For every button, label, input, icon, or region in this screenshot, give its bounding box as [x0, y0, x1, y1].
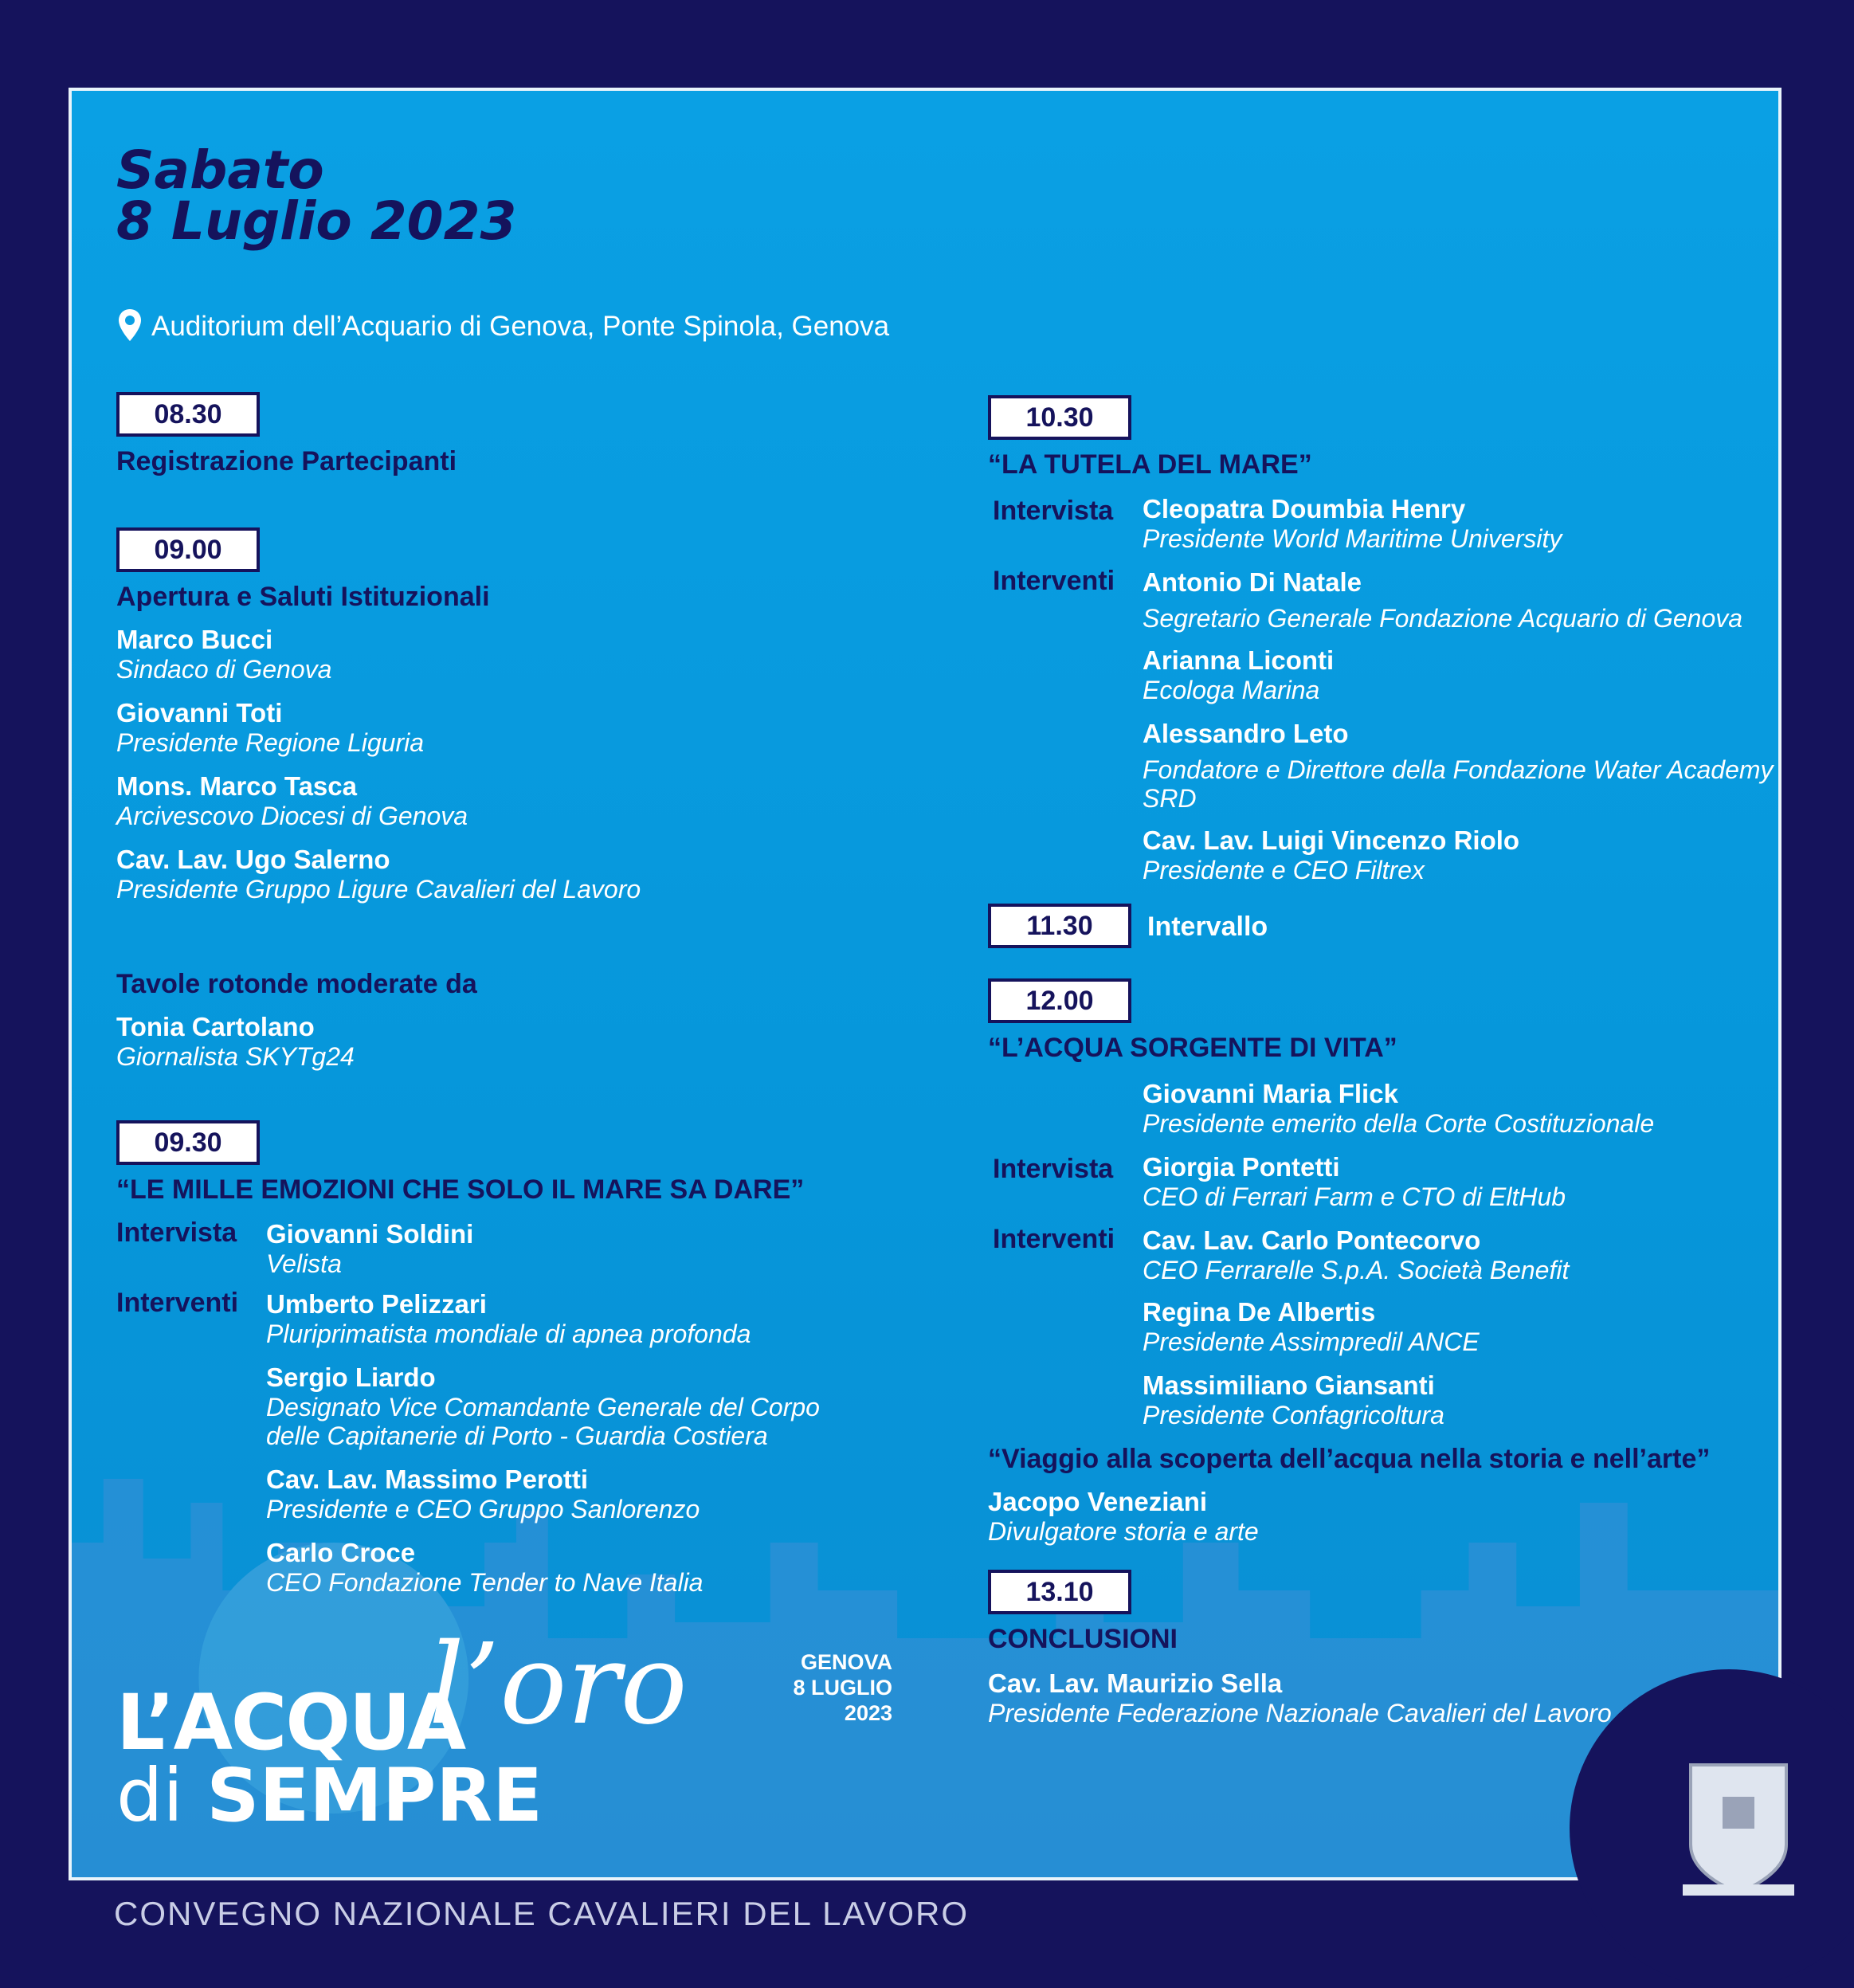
time-badge: 13.10: [988, 1570, 1131, 1614]
time-badge: 10.30: [988, 395, 1131, 440]
event-logo: L’ACQUA di SEMPRE: [116, 1678, 543, 1838]
section-title: CONCLUSIONI: [988, 1624, 1178, 1654]
moderator-label: Tavole rotonde moderate da: [116, 969, 477, 999]
time-badge: 08.30: [116, 392, 260, 437]
venue-text: Auditorium dell’Acquario di Genova, Ponte Spinola, Genova: [151, 311, 890, 342]
speaker: Cav. Lav. Carlo Pontecorvo CEO Ferrarelle S.p.A. Società Benefit: [1143, 1225, 1570, 1284]
speaker: Marco Bucci Sindaco di Genova: [116, 625, 332, 684]
talks-label: Interventi: [993, 566, 1115, 596]
speaker: Umberto Pelizzari Pluriprimatista mondiale di apnea profonda: [266, 1289, 751, 1348]
speaker: Arianna Liconti Ecologa Marina: [1143, 645, 1335, 704]
speaker: Cav. Lav. Ugo Salerno Presidente Gruppo Ligure Cavalieri del Lavoro: [116, 845, 641, 904]
section-title: Apertura e Saluti Istituzionali: [116, 582, 490, 612]
event-city-date: GENOVA 8 LUGLIO 2023: [793, 1650, 892, 1725]
event-date-heading: Sabato 8 Luglio 2023: [116, 139, 517, 252]
time-badge: 09.30: [116, 1120, 260, 1165]
speaker: Regina De Albertis Presidente Assimpredil ANCE: [1143, 1297, 1480, 1356]
speaker: Cav. Lav. Massimo Perotti Presidente e CEO Gruppo Sanlorenzo: [266, 1465, 700, 1523]
speaker: Giovanni Soldini Velista: [266, 1219, 474, 1278]
talks-label: Interventi: [116, 1288, 239, 1318]
section-title: Registrazione Partecipanti: [116, 446, 457, 476]
interview-label: Intervista: [116, 1218, 237, 1248]
section-title: “LE MILLE EMOZIONI CHE SOLO IL MARE SA DARE”: [116, 1174, 805, 1205]
speaker: Cav. Lav. Luigi Vincenzo Riolo Presidente e CEO Filtrex: [1143, 825, 1520, 884]
speaker: Cav. Lav. Maurizio Sella Presidente Federazione Nazionale Cavalieri del Lavoro: [988, 1668, 1612, 1727]
break-label: Intervallo: [1147, 912, 1268, 942]
talk-title: “Viaggio alla scoperta dell’acqua nella storia e nell’arte”: [988, 1444, 1711, 1474]
footer-text: CONVEGNO NAZIONALE CAVALIERI DEL LAVORO: [114, 1895, 970, 1932]
time-badge: 12.00: [988, 978, 1131, 1023]
speaker: Giorgia Pontetti CEO di Ferrari Farm e CTO di EltHub: [1143, 1152, 1566, 1211]
speaker: Giovanni Toti Presidente Regione Liguria: [116, 698, 425, 757]
speaker: Antonio Di Natale Segretario Generale Fondazione Acquario di Genova: [1143, 567, 1743, 633]
interview-label: Intervista: [993, 1154, 1114, 1184]
crest-icon: [1683, 1757, 1794, 1900]
interview-label: Intervista: [993, 496, 1114, 526]
moderator: Tonia Cartolano Giornalista SKYTg24: [116, 1012, 355, 1071]
brand-oro-script: l’oro: [429, 1620, 688, 1750]
speaker: Sergio Liardo Designato Vice Comandante Generale del Corpo delle Capitanerie di Porto - Guardia Costiera: [266, 1363, 820, 1450]
speaker: Giovanni Maria Flick Presidente emerito della Corte Costituzionale: [1143, 1079, 1655, 1138]
section-title: “L’ACQUA SORGENTE DI VITA”: [988, 1033, 1397, 1063]
speaker: Cleopatra Doumbia Henry Presidente World Maritime University: [1143, 494, 1562, 553]
speaker: Alessandro Leto Fondatore e Direttore della Fondazione Water Academy SRD: [1143, 719, 1774, 813]
time-badge: 09.00: [116, 527, 260, 572]
speaker: Massimiliano Giansanti Presidente Confagricoltura: [1143, 1370, 1444, 1429]
time-badge: 11.30: [988, 904, 1131, 948]
talks-label: Interventi: [993, 1224, 1115, 1254]
speaker: Jacopo Veneziani Divulgatore storia e arte: [988, 1487, 1259, 1546]
speaker: Mons. Marco Tasca Arcivescovo Diocesi di Genova: [116, 771, 468, 830]
section-title: “LA TUTELA DEL MARE”: [988, 449, 1312, 480]
location-pin-icon: [116, 308, 143, 343]
program-panel: [69, 88, 1781, 1880]
speaker: Carlo Croce CEO Fondazione Tender to Nave Italia: [266, 1538, 704, 1597]
